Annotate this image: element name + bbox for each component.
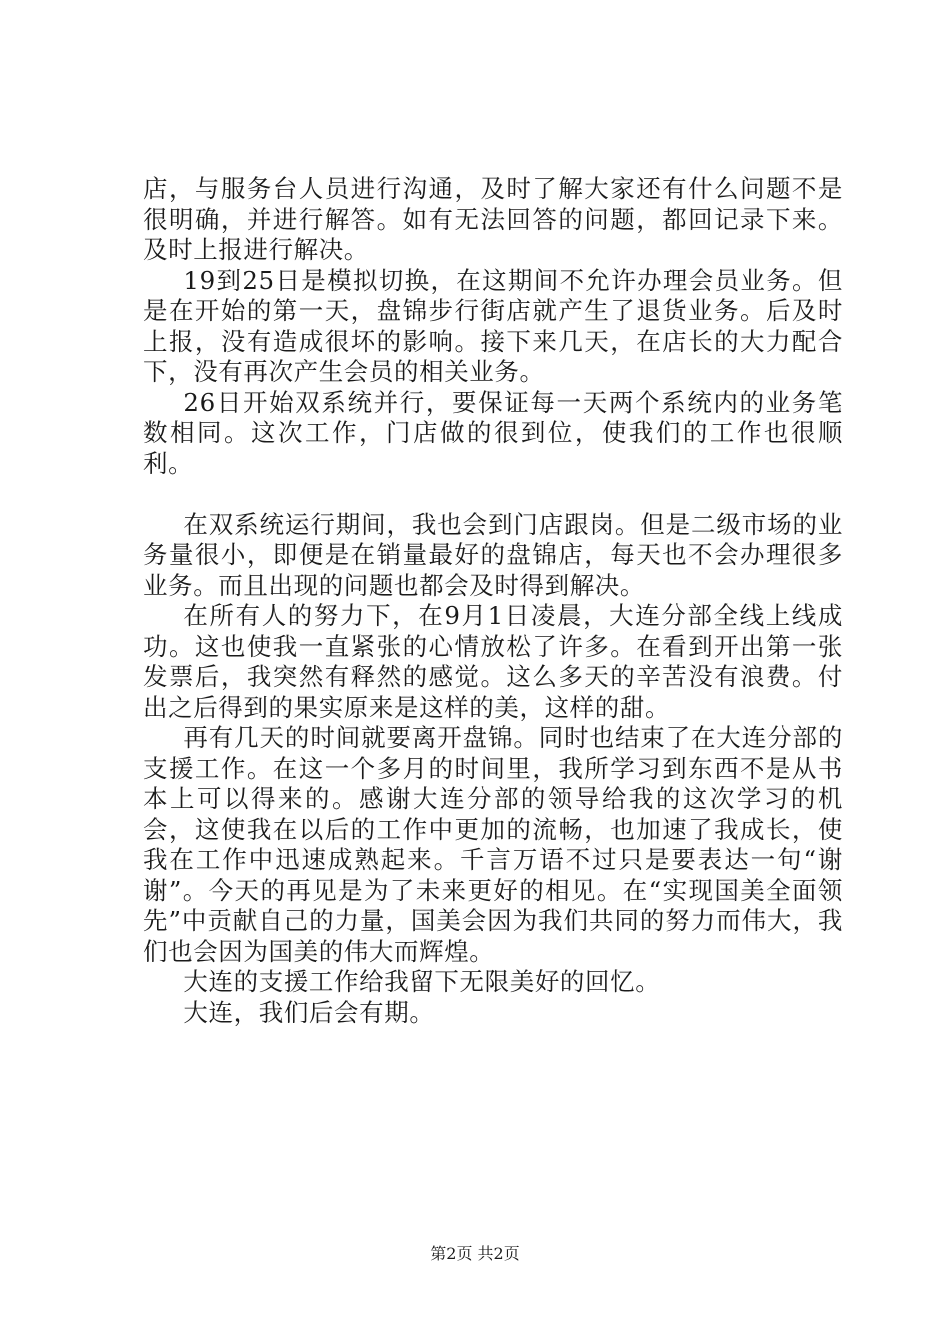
paragraph-2: 19到25日是模拟切换，在这期间不允许办理会员业务。但是在开始的第一天，盘锦步行街店就产生了退货业务。后及时上报，没有造成很坏的影响。接下来几天，在店长的大力配合下，没有再次产生会员的相关业务。 xyxy=(143,265,843,386)
paragraph-8: 大连，我们后会有期。 xyxy=(183,997,435,1027)
page-number-footer: 第2页 共2页 xyxy=(430,1244,520,1263)
document-body xyxy=(143,174,843,1028)
paragraph-5: 在所有人的努力下，在9月1日凌晨，大连分部全线上线成功。这也使我一直紧张的心情放松了许多。在看到开出第一张发票后，我突然有释然的感觉。这么多天的辛苦没有浪费。付出之后得到的果实原来是这样的美，这样的甜。 xyxy=(143,601,843,722)
paragraph-6: 再有几天的时间就要离开盘锦。同时也结束了在大连分部的支援工作。在这一个多月的时间里，我所学习到东西不是从书本上可以得来的。感谢大连分部的领导给我的这次学习的机会，这使我在以后的工作中更加的流畅，也加速了我成长，使我在工作中迅速成熟起来。千言万语不过只是要表达一句“谢谢”。今天的再见是为了未来更好的相见。在“实现国美全面领先”中贡献自己的力量，国美会因为我们共同的努力而伟大，我们也会因为国美的伟大而辉煌。 xyxy=(143,723,843,966)
paragraph-3: 26日开始双系统并行，要保证每一天两个系统内的业务笔数相同。这次工作，门店做的很到位，使我们的工作也很顺利。 xyxy=(143,387,843,478)
paragraph-4: 在双系统运行期间，我也会到门店跟岗。但是二级市场的业务量很小，即便是在销量最好的盘锦店，每天也不会办理很多业务。而且出现的问题也都会及时得到解决。 xyxy=(143,509,843,600)
paragraph-7: 大连的支援工作给我留下无限美好的回忆。 xyxy=(183,967,661,996)
blank-line xyxy=(143,479,843,510)
paragraph-1: 店，与服务台人员进行沟通，及时了解大家还有什么问题不是很明确，并进行解答。如有无法回答的问题，都回记录下来。及时上报进行解决。 xyxy=(143,174,843,264)
